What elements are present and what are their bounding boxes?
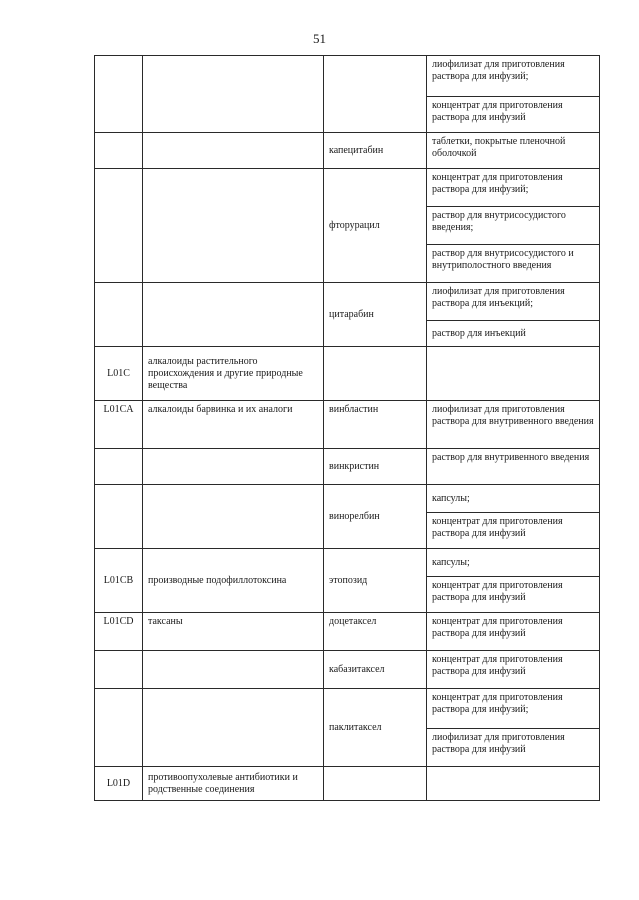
drug-name-cell bbox=[324, 56, 427, 133]
table-row bbox=[95, 689, 600, 729]
drug-name-cell: кабазитаксел bbox=[324, 651, 427, 689]
table-row bbox=[95, 283, 600, 321]
dosage-form-cell: концентрат для приготовления раствора для инфузий bbox=[427, 613, 600, 651]
atc-code-cell bbox=[95, 169, 143, 283]
atc-code-cell: L01D bbox=[95, 767, 143, 801]
group-name-cell bbox=[143, 651, 324, 689]
dosage-form-cell: концентрат для приготовления раствора для инфузий bbox=[427, 97, 600, 133]
dosage-form-cell: лиофилизат для приготовления раствора для инфузий bbox=[427, 729, 600, 767]
atc-code-cell: L01CD bbox=[95, 613, 143, 651]
atc-code-cell bbox=[95, 485, 143, 549]
drug-name-cell: паклитаксел bbox=[324, 689, 427, 767]
dosage-form-cell: лиофилизат для приготовления раствора для инфузий; bbox=[427, 56, 600, 97]
dosage-form-cell: раствор для внутрисосудистого и внутриполостного введения bbox=[427, 245, 600, 283]
dosage-form-cell: концентрат для приготовления раствора для инфузий bbox=[427, 651, 600, 689]
group-name-cell: алкалоиды барвинка и их аналоги bbox=[143, 401, 324, 449]
dosage-form-cell: концентрат для приготовления раствора для инфузий bbox=[427, 577, 600, 613]
dosage-form-cell bbox=[427, 347, 600, 401]
group-name-cell: таксаны bbox=[143, 613, 324, 651]
dosage-form-cell: раствор для инъекций bbox=[427, 321, 600, 347]
table-row bbox=[95, 347, 600, 401]
atc-code-cell bbox=[95, 449, 143, 485]
table-row bbox=[95, 651, 600, 689]
dosage-form-cell: капсулы; bbox=[427, 549, 600, 577]
group-name-cell: алкалоиды растительного происхождения и другие природные вещества bbox=[143, 347, 324, 401]
group-name-cell bbox=[143, 283, 324, 347]
group-name-cell bbox=[143, 133, 324, 169]
group-name-cell bbox=[143, 449, 324, 485]
group-name-cell: противоопухолевые антибиотики и родственные соединения bbox=[143, 767, 324, 801]
atc-code-cell bbox=[95, 133, 143, 169]
atc-code-cell: L01CB bbox=[95, 549, 143, 613]
drug-table bbox=[94, 55, 600, 801]
drug-name-cell: капецитабин bbox=[324, 133, 427, 169]
dosage-form-cell: лиофилизат для приготовления раствора для внутривенного введения bbox=[427, 401, 600, 449]
drug-name-cell: винорелбин bbox=[324, 485, 427, 549]
atc-code-cell: L01CA bbox=[95, 401, 143, 449]
group-name-cell bbox=[143, 169, 324, 283]
table-row bbox=[95, 485, 600, 513]
drug-name-cell: фторурацил bbox=[324, 169, 427, 283]
page-number: 51 bbox=[313, 31, 326, 46]
group-name-cell: производные подофиллотоксина bbox=[143, 549, 324, 613]
dosage-form-cell: концентрат для приготовления раствора для инфузий bbox=[427, 513, 600, 549]
dosage-form-cell: раствор для внутрисосудистого введения; bbox=[427, 207, 600, 245]
table-row bbox=[95, 767, 600, 801]
atc-code-cell: L01C bbox=[95, 347, 143, 401]
dosage-form-cell bbox=[427, 767, 600, 801]
drug-name-cell bbox=[324, 347, 427, 401]
drug-name-cell: винбластин bbox=[324, 401, 427, 449]
group-name-cell bbox=[143, 485, 324, 549]
table-row bbox=[95, 56, 600, 97]
table-row bbox=[95, 401, 600, 449]
atc-code-cell bbox=[95, 56, 143, 133]
table-row bbox=[95, 133, 600, 169]
table-row bbox=[95, 549, 600, 577]
drug-name-cell: цитарабин bbox=[324, 283, 427, 347]
atc-code-cell bbox=[95, 283, 143, 347]
table-row bbox=[95, 613, 600, 651]
dosage-form-cell: концентрат для приготовления раствора для инфузий; bbox=[427, 169, 600, 207]
group-name-cell bbox=[143, 56, 324, 133]
atc-code-cell bbox=[95, 651, 143, 689]
drug-name-cell bbox=[324, 767, 427, 801]
dosage-form-cell: концентрат для приготовления раствора для инфузий; bbox=[427, 689, 600, 729]
table-row bbox=[95, 169, 600, 207]
drug-name-cell: этопозид bbox=[324, 549, 427, 613]
table-row bbox=[95, 449, 600, 485]
drug-name-cell: доцетаксел bbox=[324, 613, 427, 651]
group-name-cell bbox=[143, 689, 324, 767]
dosage-form-cell: капсулы; bbox=[427, 485, 600, 513]
atc-code-cell bbox=[95, 689, 143, 767]
dosage-form-cell: таблетки, покрытые пленочной оболочкой bbox=[427, 133, 600, 169]
dosage-form-cell: раствор для внутривенного введения bbox=[427, 449, 600, 485]
drug-name-cell: винкристин bbox=[324, 449, 427, 485]
dosage-form-cell: лиофилизат для приготовления раствора для инъекций; bbox=[427, 283, 600, 321]
